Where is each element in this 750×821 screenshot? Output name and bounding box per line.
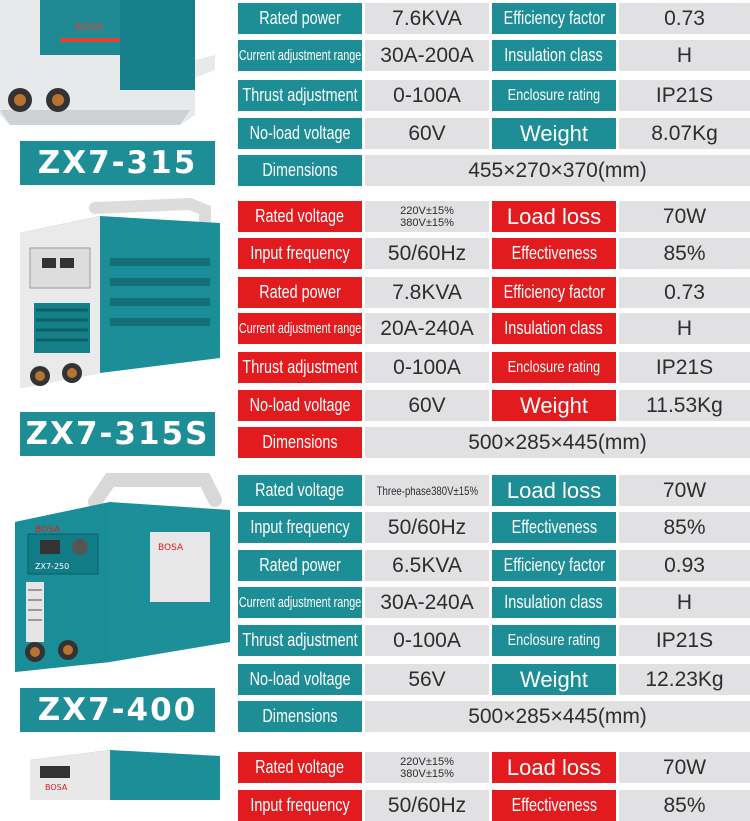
spec-row-dimensions <box>238 155 750 186</box>
spec-label: Effectiveness <box>492 790 616 821</box>
spec-label: Current adjustment range <box>238 313 362 344</box>
spec-value: Three-phase380V±15% <box>365 475 489 506</box>
spec-label: Effectiveness <box>492 512 616 543</box>
spec-value: 6.5KVA <box>365 550 489 581</box>
model-name-plate: ZX7-315 <box>20 141 215 185</box>
spec-label: Insulation class <box>492 313 616 344</box>
spec-label: Enclosure rating <box>492 352 616 383</box>
spec-row <box>238 390 750 421</box>
spec-label: Rated power <box>238 277 362 308</box>
spec-value: 0.73 <box>619 277 750 308</box>
spec-row <box>238 118 750 149</box>
welder-photo <box>0 746 230 800</box>
spec-value: 50/60Hz <box>365 790 489 821</box>
spec-label: Insulation class <box>492 587 616 618</box>
spec-row <box>238 512 750 543</box>
spec-label: Rated voltage <box>238 752 362 783</box>
spec-row <box>238 313 750 344</box>
spec-label: No-load voltage <box>238 664 362 695</box>
spec-value: 85% <box>619 512 750 543</box>
spec-label: Thrust adjustment <box>238 625 362 656</box>
spec-label: Rated voltage <box>238 201 362 232</box>
welder-photo <box>0 472 230 737</box>
model-section-zx7-315s <box>0 198 750 463</box>
spec-label: Load loss <box>492 752 616 783</box>
model-section-zx7-315 <box>0 0 750 190</box>
spec-label: Dimensions <box>238 427 362 458</box>
model-name-plate: ZX7-315S <box>20 412 215 456</box>
spec-value: 7.6KVA <box>365 3 489 34</box>
svg-text:BOSA: BOSA <box>75 22 103 33</box>
welder-machine-icon <box>0 198 230 408</box>
spec-value: 30A-240A <box>365 587 489 618</box>
spec-label: Load loss <box>492 201 616 232</box>
spec-value: IP21S <box>619 352 750 383</box>
spec-row <box>238 550 750 581</box>
spec-value: 0.93 <box>619 550 750 581</box>
model-name-plate: ZX7-400 <box>20 688 215 732</box>
spec-label: Efficiency factor <box>492 550 616 581</box>
dimensions-value: 500×285×445(mm) <box>365 701 750 732</box>
spec-value: IP21S <box>619 80 750 111</box>
spec-value: IP21S <box>619 625 750 656</box>
spec-row <box>238 587 750 618</box>
welder-machine-icon <box>0 0 230 140</box>
spec-row <box>238 3 750 34</box>
spec-label: Thrust adjustment <box>238 352 362 383</box>
spec-value: 0-100A <box>365 80 489 111</box>
spec-label: Thrust adjustment <box>238 80 362 111</box>
spec-label: Current adjustment range <box>238 587 362 618</box>
spec-label: No-load voltage <box>238 118 362 149</box>
spec-label: Effectiveness <box>492 238 616 269</box>
spec-value: 70W <box>619 752 750 783</box>
spec-label: Current adjustment range <box>238 40 362 71</box>
spec-row-dimensions <box>238 701 750 732</box>
spec-label: Enclosure rating <box>492 625 616 656</box>
spec-label: Rated power <box>238 550 362 581</box>
spec-row <box>238 201 750 232</box>
welder-photo <box>0 198 230 463</box>
spec-value: 11.53Kg <box>619 390 750 421</box>
spec-value: 60V <box>365 390 489 421</box>
spec-label: Enclosure rating <box>492 80 616 111</box>
spec-row <box>238 40 750 71</box>
spec-value: 20A-240A <box>365 313 489 344</box>
spec-label: Load loss <box>492 475 616 506</box>
spec-row <box>238 80 750 111</box>
spec-label: Rated power <box>238 3 362 34</box>
spec-row-dimensions <box>238 427 750 458</box>
svg-text:ZX7-250: ZX7-250 <box>35 562 70 571</box>
spec-value: 70W <box>619 475 750 506</box>
spec-label: Input frequency <box>238 790 362 821</box>
spec-value-dual: 220V±15% 380V±15% <box>365 752 489 783</box>
spec-value: 60V <box>365 118 489 149</box>
spec-row <box>238 238 750 269</box>
spec-label: Dimensions <box>238 701 362 732</box>
welder-photo <box>0 0 230 190</box>
spec-label: No-load voltage <box>238 390 362 421</box>
spec-value: H <box>619 313 750 344</box>
spec-value: 70W <box>619 201 750 232</box>
spec-label: Rated voltage <box>238 475 362 506</box>
spec-label: Weight <box>492 390 616 421</box>
spec-value: 30A-200A <box>365 40 489 71</box>
spec-label: Input frequency <box>238 238 362 269</box>
spec-value: 56V <box>365 664 489 695</box>
dimensions-value: 500×285×445(mm) <box>365 427 750 458</box>
svg-text:BOSA: BOSA <box>35 525 61 535</box>
spec-row <box>238 790 750 821</box>
spec-label: Insulation class <box>492 40 616 71</box>
spec-label: Efficiency factor <box>492 277 616 308</box>
spec-label: Input frequency <box>238 512 362 543</box>
spec-value: 50/60Hz <box>365 238 489 269</box>
spec-row <box>238 352 750 383</box>
spec-label: Weight <box>492 664 616 695</box>
spec-row <box>238 475 750 506</box>
model-section-zx7-400 <box>0 472 750 737</box>
dimensions-value: 455×270×370(mm) <box>365 155 750 186</box>
svg-text:BOSA: BOSA <box>158 543 184 553</box>
spec-value: 50/60Hz <box>365 512 489 543</box>
spec-row <box>238 664 750 695</box>
spec-value: 0.73 <box>619 3 750 34</box>
spec-value: 0-100A <box>365 625 489 656</box>
spec-value: H <box>619 587 750 618</box>
spec-row <box>238 625 750 656</box>
spec-row <box>238 752 750 783</box>
welder-machine-icon <box>0 472 230 672</box>
model-section-partial <box>0 746 750 817</box>
spec-value-dual: 220V±15% 380V±15% <box>365 201 489 232</box>
spec-label: Dimensions <box>238 155 362 186</box>
svg-text:BOSA: BOSA <box>45 783 68 792</box>
spec-value: 8.07Kg <box>619 118 750 149</box>
spec-value: 85% <box>619 238 750 269</box>
spec-value: 7.8KVA <box>365 277 489 308</box>
welder-machine-icon <box>0 746 230 800</box>
spec-label: Weight <box>492 118 616 149</box>
spec-label: Efficiency factor <box>492 3 616 34</box>
spec-value: 85% <box>619 790 750 821</box>
spec-value: 0-100A <box>365 352 489 383</box>
spec-value: H <box>619 40 750 71</box>
spec-value: 12.23Kg <box>619 664 750 695</box>
spec-row <box>238 277 750 308</box>
